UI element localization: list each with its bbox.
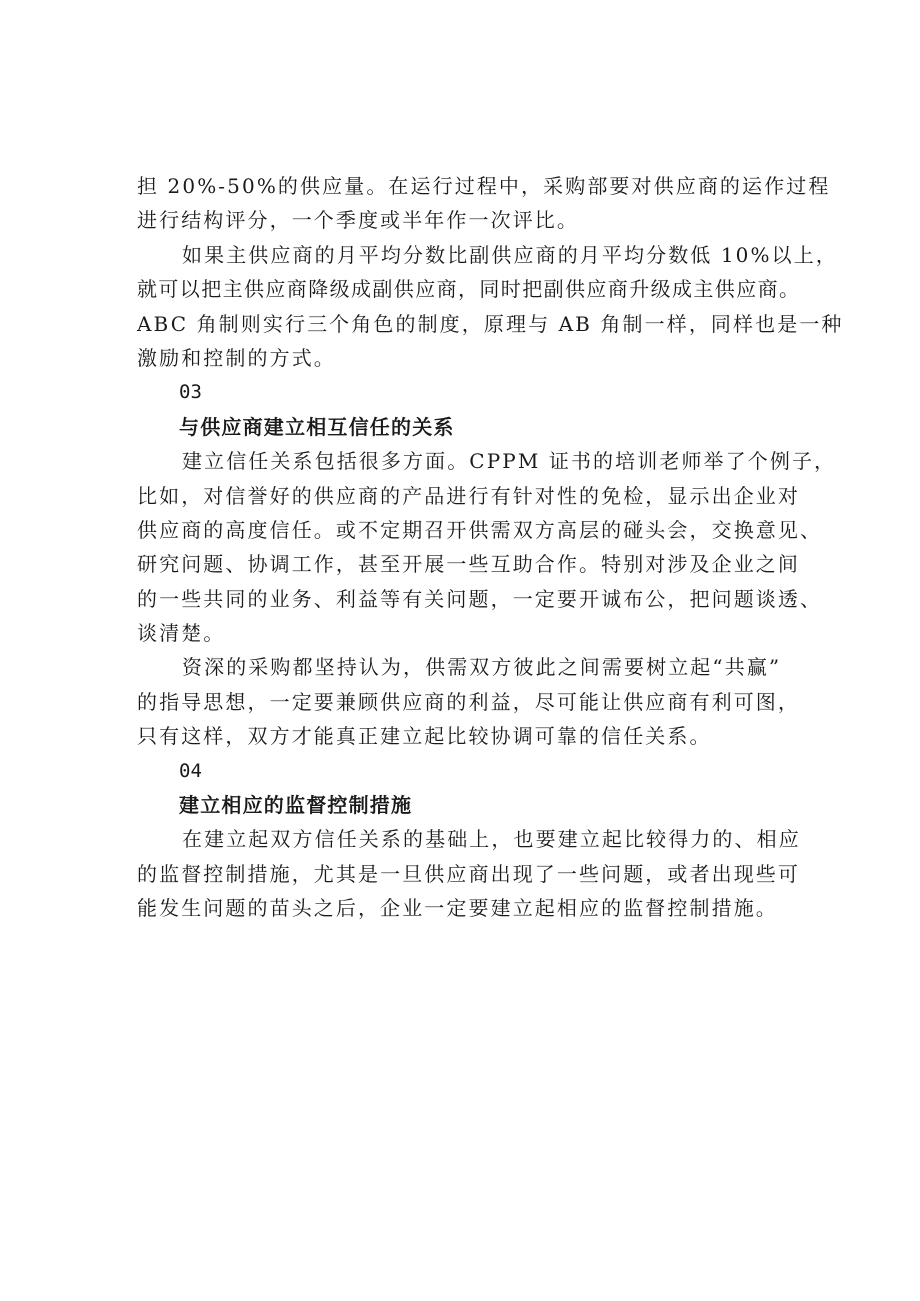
- section-title: 建立相应的监督控制措施: [179, 793, 413, 818]
- section-number: 04: [179, 759, 202, 782]
- text-line: 进行结构评分，一个季度或半年作一次评比。: [137, 208, 579, 233]
- paragraph: [137, 650, 800, 753]
- text-line: 供应商的高度信任。或不定期召开供需双方高层的碰头会，交换意见、: [137, 517, 823, 542]
- section-number: 03: [179, 381, 202, 404]
- section-title: 与供应商建立相互信任的关系: [179, 414, 455, 439]
- text-line: 只有这样，双方才能真正建立起比较协调可靠的信任关系。: [137, 724, 712, 749]
- document-body: [137, 169, 844, 926]
- text-line: 的一些共同的业务、利益等有关问题，一定要开诚布公，把问题谈透、: [137, 586, 823, 611]
- text-line: 研究问题、协调工作，甚至开展一些互助合作。特别对涉及企业之间: [137, 552, 800, 577]
- text-line: 担 20%-50%的供应量。在运行过程中，采购部要对供应商的运作过程: [137, 174, 831, 198]
- text-line: 在建立起双方信任关系的基础上，也要建立起比较得力的、相应: [182, 827, 801, 852]
- text-line: 谈清楚。: [137, 621, 226, 646]
- paragraph: [137, 238, 844, 376]
- text-line: 资深的采购都坚持认为，供需双方彼此之间需要树立起“共赢”: [182, 655, 782, 680]
- text-line: 建立信任关系包括很多方面。CPPM 证书的培训老师举了个例子，: [182, 449, 837, 474]
- text-line: ABC 角制则实行三个角色的制度，原理与 AB 角制一样，同样也是一种: [137, 311, 844, 336]
- paragraph: [137, 169, 831, 238]
- text-line: 能发生问题的苗头之后，企业一定要建立起相应的监督控制措施。: [137, 896, 778, 921]
- text-line: 如果主供应商的月平均分数比副供应商的月平均分数低 10%以上，: [182, 242, 838, 267]
- text-line: 就可以把主供应商降级成副供应商，同时把副供应商升级成主供应商。: [137, 277, 801, 302]
- text-line: 的指导思想，一定要兼顾供应商的利益，尽可能让供应商有利可图，: [137, 689, 800, 714]
- text-line: 激励和控制的方式。: [137, 345, 336, 370]
- paragraph: [137, 822, 801, 925]
- text-line: 比如，对信誉好的供应商的产品进行有针对性的免检，显示出企业对: [137, 483, 800, 508]
- text-line: 的监督控制措施，尤其是一旦供应商出现了一些问题，或者出现些可: [137, 861, 800, 886]
- paragraph: [137, 444, 837, 650]
